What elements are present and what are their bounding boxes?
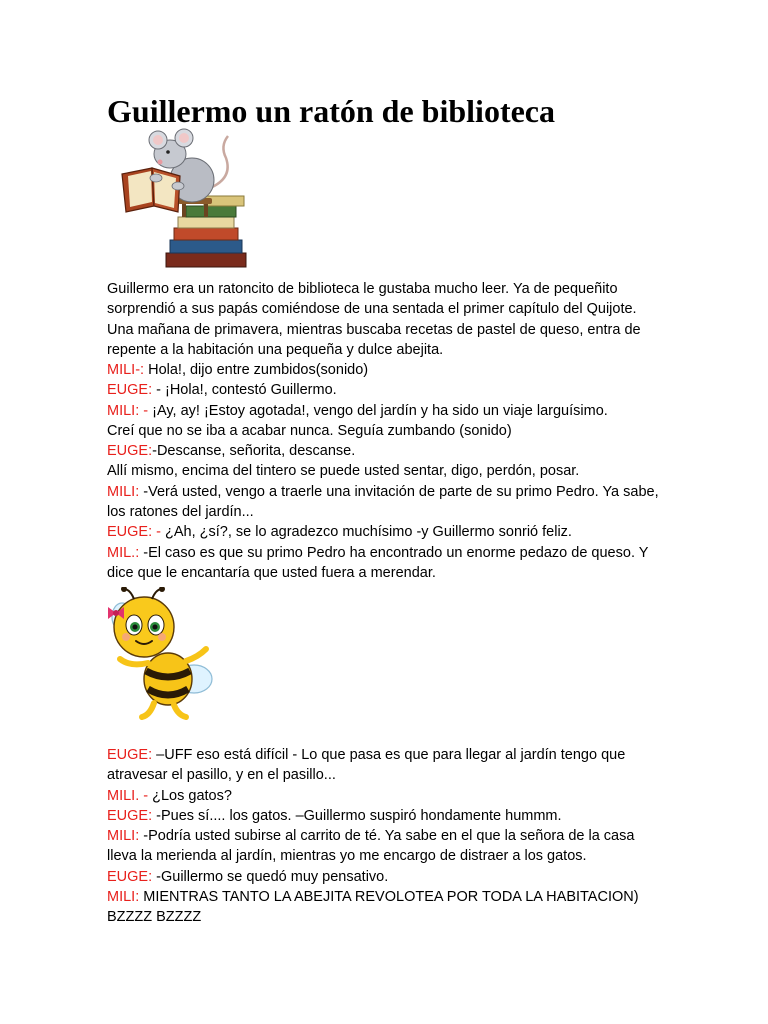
- dialogue-line: [107, 887, 667, 907]
- speaker-label: EUGE:: [107, 382, 153, 399]
- dialogue-line: [107, 543, 667, 563]
- speaker-label: EUGE:: [107, 747, 153, 763]
- speaker-label: EUGE:: [107, 443, 153, 460]
- line-text: Creí que no se iba a acabar nunca. Seguía zumbando (sonido): [107, 422, 512, 439]
- line-text: -Podría usted subirse al carrito de té. Ya sabe en el que la señora de la casa: [139, 828, 635, 845]
- dialogue-line: [107, 421, 667, 441]
- line-text: -Verá usted, vengo a traerle una invitación de parte de su primo Pedro. Ya sabe,: [139, 483, 659, 500]
- text-line: Una mañana de primavera, mientras buscaba recetas de pastel de queso, entra de: [107, 321, 641, 338]
- dialogue-line: [107, 461, 667, 481]
- speaker-label: MILI:: [107, 889, 140, 906]
- text-line: Guillermo era un ratoncito de biblioteca le gustaba mucho leer. Ya de pequeñito: [107, 281, 618, 297]
- line-text: -Descanse, señorita, descanse.: [152, 443, 356, 460]
- dialogue-line: [107, 867, 667, 887]
- dialogue-line: [107, 907, 667, 927]
- dialogue-section: [107, 360, 667, 583]
- dialogue-line: [107, 806, 667, 826]
- dialogue-line: [107, 441, 667, 461]
- line-text: ¡Ay, ay! ¡Estoy agotada!, vengo del jardín y ha sido un viaje larguísimo.: [148, 402, 608, 419]
- speaker-label: MILI: -: [107, 402, 149, 419]
- mouse-reading-icon: [108, 128, 258, 278]
- line-text: lleva la merienda al jardín, mientras yo me encargo de distraer a los gatos.: [107, 848, 587, 865]
- dialogue-line: [107, 765, 667, 785]
- speaker-label: EUGE: -: [107, 524, 161, 541]
- text-line: repente a la habitación una pequeña y dulce abejita.: [107, 341, 444, 358]
- dialogue-line: [107, 522, 667, 542]
- dialogue-line: [107, 846, 667, 866]
- intro-paragraph: [107, 279, 667, 360]
- speaker-label: EUGE:: [107, 807, 153, 824]
- line-text: MIENTRAS TANTO LA ABEJITA REVOLOTEA POR TODA LA HABITACION): [139, 889, 639, 906]
- line-text: los ratones del jardín...: [107, 504, 254, 521]
- speaker-label: EUGE:: [107, 868, 153, 885]
- line-text: Hola!, dijo entre zumbidos(sonido): [144, 362, 369, 378]
- speaker-label: MILI:: [107, 828, 140, 845]
- dialogue-line: [107, 482, 667, 502]
- line-text: atravesar el pasillo, y en el pasillo...: [107, 767, 336, 784]
- speaker-label: MILI:: [107, 483, 140, 500]
- line-text: -Guillermo se quedó muy pensativo.: [152, 868, 389, 885]
- document-title: Guillermo un ratón de biblioteca: [107, 93, 555, 129]
- dialogue-line: [107, 360, 667, 380]
- dialogue-line: [107, 826, 667, 846]
- dialogue-line: [107, 563, 667, 583]
- dialogue-line: [107, 786, 667, 806]
- line-text: -Pues sí.... los gatos. –Guillermo suspiró hondamente hummm.: [152, 807, 562, 824]
- line-text: –UFF eso está difícil - Lo que pasa es que para llegar al jardín tengo que: [152, 747, 626, 763]
- dialogue-line: [107, 380, 667, 400]
- bee-icon: [102, 587, 218, 727]
- dialogue-line: [107, 401, 667, 421]
- line-text: -El caso es que su primo Pedro ha encontrado un enorme pedazo de queso. Y: [139, 544, 649, 561]
- line-text: dice que le encantaría que usted fuera a merendar.: [107, 564, 436, 581]
- dialogue-line: [107, 502, 667, 522]
- speaker-label: MILI-:: [107, 362, 145, 378]
- line-text: BZZZZ BZZZZ: [107, 909, 202, 926]
- dialogue-line: [107, 745, 667, 765]
- line-text: ¿Ah, ¿sí?, se lo agradezco muchísimo -y Guillermo sonrió feliz.: [160, 524, 572, 541]
- line-text: Allí mismo, encima del tintero se puede usted sentar, digo, perdón, posar.: [107, 463, 580, 480]
- speaker-label: MIL.:: [107, 544, 140, 561]
- line-text: ¿Los gatos?: [148, 787, 232, 804]
- text-line: sorprendió a sus papás comiéndose de una sentada el primer capítulo del Quijote.: [107, 301, 637, 318]
- speaker-label: MILI. -: [107, 787, 149, 804]
- dialogue-section: [107, 745, 667, 928]
- line-text: - ¡Hola!, contestó Guillermo.: [152, 382, 337, 399]
